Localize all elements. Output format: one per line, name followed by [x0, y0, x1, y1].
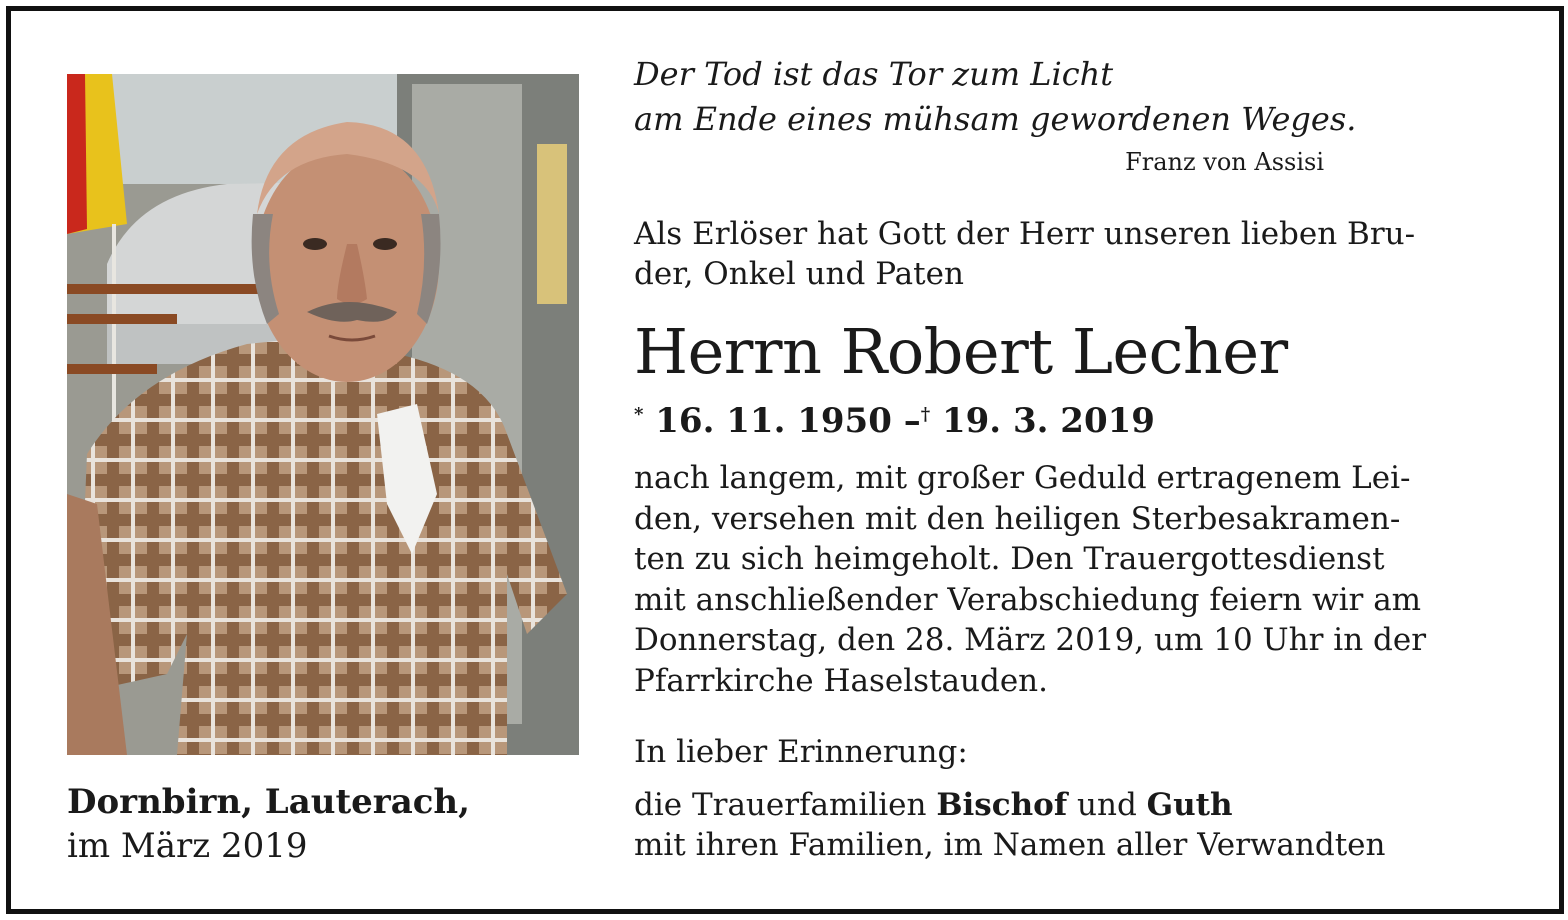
birth-symbol: *: [634, 404, 644, 425]
portrait-photo: [67, 74, 579, 755]
family-line-2: mit ihren Familien, im Namen aller Verwandten: [634, 827, 1386, 863]
family-name-bischof: Bischof: [936, 787, 1068, 823]
death-symbol: †: [920, 404, 931, 425]
place-names: Dornbirn, Lauterach,: [67, 782, 470, 822]
date-dash: –: [903, 401, 921, 441]
quote-author: Franz von Assisi: [1125, 148, 1324, 176]
family-line-1: [634, 785, 1504, 825]
death-date: 19. 3. 2019: [941, 401, 1155, 441]
month-year: im März 2019: [67, 826, 308, 866]
deceased-name: Herrn Robert Lecher: [634, 315, 1288, 388]
obituary-body: [634, 458, 1492, 701]
quote-line-2: am Ende eines mühsam gewordenen Weges.: [634, 100, 1357, 138]
family-and: und: [1067, 787, 1147, 823]
family-prefix: die Trauerfamilien: [634, 787, 937, 823]
family-name-guth: Guth: [1146, 787, 1233, 823]
body-line: mit anschließender Verabschiedung feiern wir am: [634, 581, 1422, 618]
intro-text: [634, 214, 1484, 294]
body-line: den, versehen mit den heiligen Sterbesakramen-: [634, 500, 1401, 537]
body-line: Donnerstag, den 28. März 2019, um 10 Uhr in der: [634, 622, 1427, 658]
body-line: Pfarrkirche Haselstauden.: [634, 662, 1049, 699]
family-signature: [634, 785, 1504, 865]
intro-line-2: der, Onkel und Paten: [634, 256, 964, 292]
place-and-date: [67, 780, 587, 868]
quote-line-1: Der Tod ist das Tor zum Licht: [634, 55, 1114, 93]
portrait-illustration: [67, 74, 579, 755]
memory-heading: In lieber Erinnerung:: [634, 734, 968, 770]
quote: [634, 52, 1494, 142]
body-line: nach langem, mit großer Geduld ertragenem Lei-: [634, 460, 1411, 496]
life-dates: [634, 394, 1494, 442]
body-line: ten zu sich heimgeholt. Den Trauergottesdienst: [634, 541, 1385, 577]
birth-date: 16. 11. 1950: [655, 401, 892, 441]
intro-line-1: Als Erlöser hat Gott der Herr unseren lieben Bru-: [634, 216, 1416, 252]
